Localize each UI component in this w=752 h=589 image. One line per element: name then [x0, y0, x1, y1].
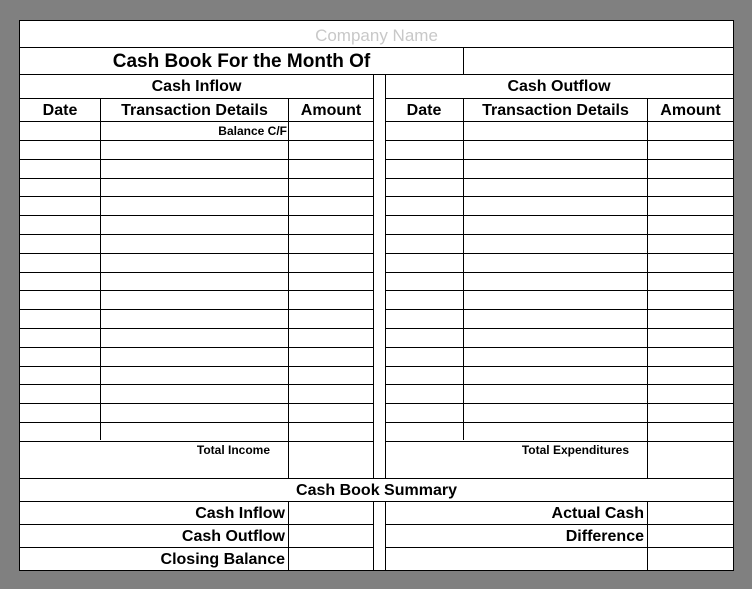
- grid-line-horizontal: [385, 272, 733, 273]
- inflow-outflow-separator: [373, 74, 374, 478]
- summary-cash-outflow-label: Cash Outflow: [181, 528, 285, 545]
- grid-line-horizontal: [385, 309, 733, 310]
- grid-line-horizontal: [20, 547, 373, 548]
- summary-difference-label: Difference: [565, 528, 644, 545]
- company-name: Company Name: [315, 26, 438, 45]
- grid-line-vertical: [463, 98, 464, 440]
- grid-line-horizontal: [20, 98, 373, 99]
- total-income-label: Total Income: [196, 443, 270, 457]
- outflow-details-header: Transaction Details: [482, 102, 629, 119]
- grid-line-horizontal: [20, 366, 373, 367]
- cash-inflow-heading: Cash Inflow: [151, 78, 242, 95]
- grid-line-horizontal: [20, 178, 373, 179]
- balance-cf-label: Balance C/F: [218, 124, 287, 138]
- grid-line-vertical: [288, 98, 289, 478]
- grid-line-vertical: [647, 501, 648, 571]
- grid-line-horizontal: [385, 121, 733, 122]
- grid-line-horizontal: [385, 178, 733, 179]
- grid-line-horizontal: [20, 272, 373, 273]
- summary-cash-inflow-label: Cash Inflow: [195, 505, 285, 522]
- grid-line-horizontal: [385, 159, 733, 160]
- grid-line-horizontal: [20, 441, 373, 442]
- total-expenditures-label: Total Expenditures: [521, 443, 629, 457]
- grid-line-horizontal: [20, 478, 733, 479]
- cash-book-sheet: [19, 20, 734, 571]
- grid-line-horizontal: [385, 384, 733, 385]
- grid-line-horizontal: [20, 140, 373, 141]
- grid-line-horizontal: [20, 501, 733, 502]
- grid-line-horizontal: [385, 441, 733, 442]
- grid-line-vertical: [288, 501, 289, 571]
- grid-line-horizontal: [385, 347, 733, 348]
- summary-actual-cash-label: Actual Cash: [551, 505, 644, 522]
- month-input-cell[interactable]: [464, 48, 733, 74]
- grid-line-horizontal: [20, 121, 373, 122]
- grid-line-horizontal: [385, 98, 733, 99]
- grid-line-horizontal: [20, 328, 373, 329]
- grid-line-vertical: [100, 98, 101, 440]
- grid-line-horizontal: [20, 290, 373, 291]
- summary-heading: Cash Book Summary: [296, 482, 457, 499]
- grid-line-horizontal: [20, 347, 373, 348]
- grid-line-horizontal: [385, 215, 733, 216]
- grid-line-horizontal: [20, 403, 373, 404]
- grid-line-horizontal: [385, 253, 733, 254]
- cash-outflow-heading: Cash Outflow: [507, 78, 611, 95]
- summary-closing-balance-label: Closing Balance: [160, 551, 285, 568]
- grid-line-horizontal: [385, 328, 733, 329]
- grid-line-horizontal: [385, 422, 733, 423]
- grid-line-horizontal: [20, 309, 373, 310]
- inflow-amount-header: Amount: [300, 102, 362, 119]
- grid-line-horizontal: [20, 196, 373, 197]
- outflow-amount-header: Amount: [660, 102, 721, 119]
- grid-line-horizontal: [385, 234, 733, 235]
- grid-line-horizontal: [20, 384, 373, 385]
- outflow-date-header: Date: [406, 102, 442, 119]
- inflow-outflow-separator: [385, 74, 386, 478]
- grid-line-horizontal: [20, 234, 373, 235]
- summary-separator: [373, 501, 374, 571]
- grid-line-horizontal: [385, 196, 733, 197]
- inflow-details-header: Transaction Details: [121, 102, 268, 119]
- cash-book-title: Cash Book For the Month Of: [112, 51, 371, 72]
- grid-line-horizontal: [385, 524, 733, 525]
- inflow-date-header: Date: [42, 102, 78, 119]
- grid-line-horizontal: [385, 403, 733, 404]
- grid-line-horizontal: [20, 524, 373, 525]
- grid-line-horizontal: [20, 215, 373, 216]
- grid-line-vertical: [647, 98, 648, 478]
- grid-line-horizontal: [385, 366, 733, 367]
- grid-line-horizontal: [385, 290, 733, 291]
- grid-line-horizontal: [385, 140, 733, 141]
- grid-line-horizontal: [20, 253, 373, 254]
- grid-line-horizontal: [20, 422, 373, 423]
- grid-line-horizontal: [20, 74, 733, 75]
- grid-line-horizontal: [385, 547, 733, 548]
- grid-line-horizontal: [20, 159, 373, 160]
